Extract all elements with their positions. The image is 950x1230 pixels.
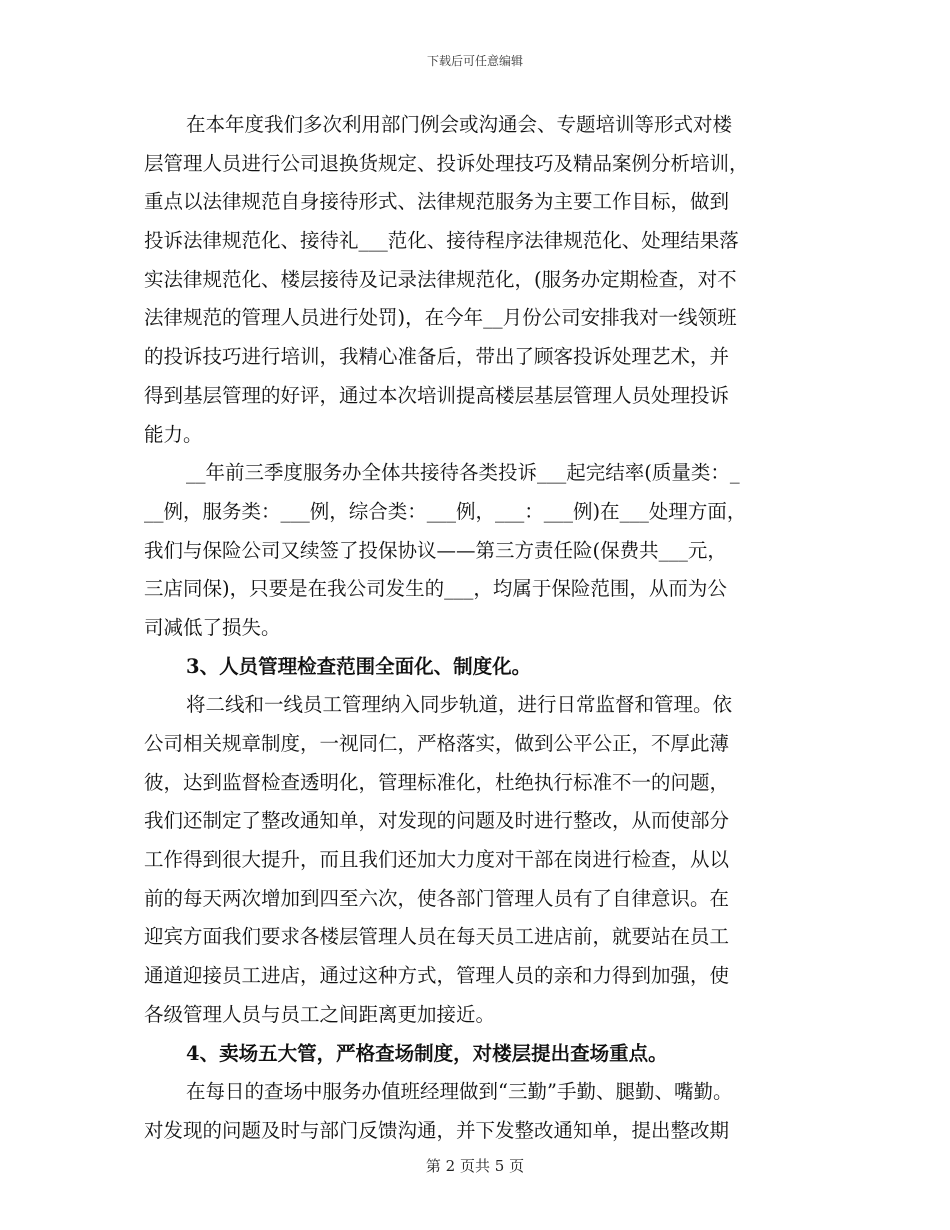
paragraph-line: __例，服务类：___例，综合类：___例，___：___例)在___处理方面， [144, 499, 747, 523]
paragraph-line: 我们与保险公司又续签了投保协议——第三方责任险(保费共___元， [144, 538, 727, 562]
paragraph-line: __年前三季度服务办全体共接待各类投诉___起完结率(质量类：_ [186, 461, 740, 485]
section-heading: 4、卖场五大管，严格查场制度，对楼层提出查场重点。 [186, 1041, 668, 1065]
paragraph-line: 法律规范的管理人员进行处罚)，在今年__月份公司安排我对一线领班 [144, 306, 737, 330]
paragraph-line: 重点以法律规范自身接待形式、法律规范服务为主要工作目标，做到 [144, 190, 730, 214]
paragraph-line: 得到基层管理的好评，通过本次培训提高楼层基层管理人员处理投诉 [144, 383, 730, 407]
paragraph-line: 我们还制定了整改通知单，对发现的问题及时进行整改，从而使部分 [144, 809, 730, 833]
paragraph-line: 将二线和一线员工管理纳入同步轨道，进行日常监督和管理。依 [186, 693, 733, 717]
paragraph-line: 投诉法律规范化、接待礼___范化、接待程序法律规范化、处理结果落 [144, 229, 739, 253]
paragraph-line: 对发现的问题及时与部门反馈沟通，并下发整改通知单，提出整改期 [144, 1118, 730, 1142]
page-footer: 第 2 页共 5 页 [425, 1157, 525, 1175]
paragraph-line: 三店同保)，只要是在我公司发生的___，均属于保险范围，从而为公 [144, 577, 727, 601]
paragraph-line: 司减低了损失。 [144, 615, 281, 639]
paragraph-line: 能力。 [144, 422, 203, 446]
paragraph-line: 前的每天两次增加到四至六次，使各部门管理人员有了自律意识。在 [144, 886, 730, 910]
paragraph-line: 彼，达到监督检查透明化，管理标准化，杜绝执行标准不一的问题， [144, 770, 730, 794]
paragraph-line: 公司相关规章制度，一视同仁，严格落实，做到公平公正，不厚此薄 [144, 732, 730, 755]
section-heading: 3、人员管理检查范围全面化、制度化。 [186, 654, 532, 678]
paragraph-line: 通道迎接员工进店，通过这种方式，管理人员的亲和力得到加强，使 [144, 964, 730, 988]
paragraph-line: 在本年度我们多次利用部门例会或沟通会、专题培训等形式对楼 [186, 113, 733, 136]
paragraph-line: 实法律规范化、楼层接待及记录法律规范化，(服务办定期检查，对不 [144, 267, 737, 291]
paragraph-line: 迎宾方面我们要求各楼层管理人员在每天员工进店前，就要站在员工 [144, 925, 730, 949]
page-header: 下载后可任意编辑 [426, 54, 523, 68]
paragraph-line: 工作得到很大提升，而且我们还加大力度对干部在岗进行检查，从以 [144, 848, 730, 872]
paragraph-line: 在每日的查场中服务办值班经理做到“三勤”手勤、腿勤、嘴勤。 [186, 1080, 733, 1104]
paragraph-line: 各级管理人员与员工之间距离更加接近。 [144, 1002, 496, 1026]
paragraph-line: 层管理人员进行公司退换货规定、投诉处理技巧及精品案例分析培训， [144, 151, 749, 175]
paragraph-line: 的投诉技巧进行培训，我精心准备后，带出了顾客投诉处理艺术，并 [144, 345, 730, 369]
document-body [144, 106, 806, 1151]
